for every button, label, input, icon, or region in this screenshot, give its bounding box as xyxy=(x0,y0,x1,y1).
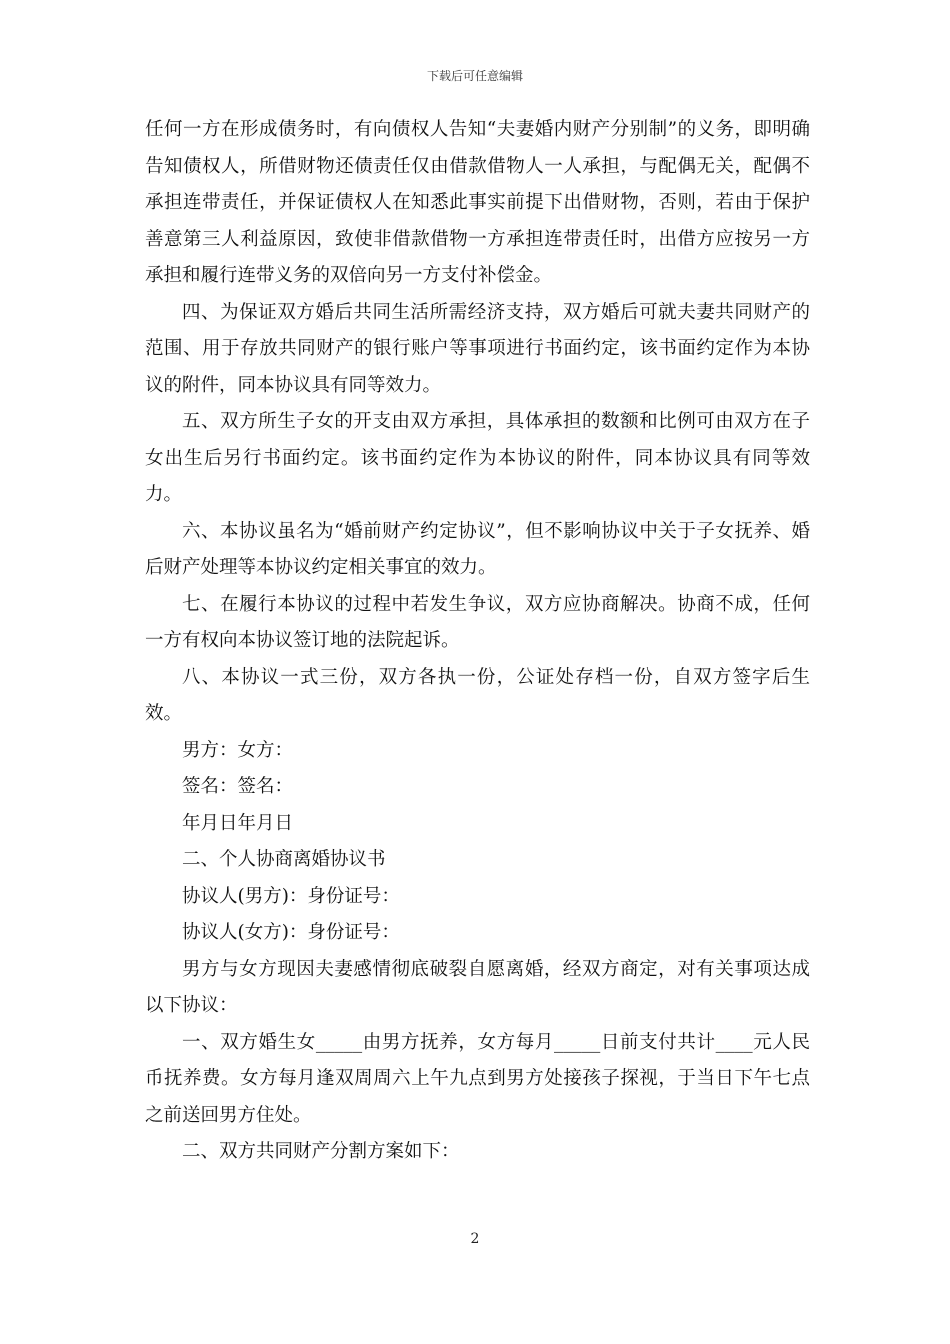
paragraph-clause-7: 七、在履行本协议的过程中若发生争议，双方应协商解决。协商不成，任何一方有权向本协议签订地的法院起诉。 xyxy=(145,593,810,651)
paragraph-clause-6: 六、本协议虽名为“婚前财产约定协议”，但不影响协议中关于子女抚养、婚后财产处理等本协议约定相关事宜的效力。 xyxy=(145,520,810,578)
signature-names-line: 签名：签名： xyxy=(182,776,294,797)
paragraph-clause-4: 四、为保证双方婚后共同生活所需经济支持，双方婚后可就夫妻共同财产的范围、用于存放共同财产的银行账户等事项进行书面约定，该书面约定作为本协议的附件，同本协议具有同等效力。 xyxy=(145,301,810,396)
paragraph-clause-8: 八、本协议一式三份，双方各执一份，公证处存档一份，自双方签字后生效。 xyxy=(145,666,810,724)
paragraph-preamble: 男方与女方现因夫妻感情彻底破裂自愿离婚，经双方商定，对有关事项达成以下协议： xyxy=(145,958,810,1016)
paragraph-clause-5: 五、双方所生子女的开支由双方承担，具体承担的数额和比例可由双方在子女出生后另行书面约定。该书面约定作为本协议的附件，同本协议具有同等效力。 xyxy=(145,411,810,505)
page-header: 下载后可任意编辑 xyxy=(426,69,523,83)
section-title-divorce-agreement: 二、个人协商离婚协议书 xyxy=(182,849,386,870)
signature-parties-line: 男方：女方： xyxy=(182,739,294,761)
signature-dates-line: 年月日年月日 xyxy=(182,812,294,834)
party-female-line: 协议人(女方)：身份证号： xyxy=(182,922,400,943)
document-body xyxy=(145,112,810,1171)
party-male-line: 协议人(男方)：身份证号： xyxy=(182,885,400,907)
paragraph-debt-liability: 任何一方在形成债务时，有向债权人告知“夫妻婚内财产分别制”的义务，即明确告知债权人，所借财物还债责任仅由借款借物人一人承担，与配偶无关，配偶不承担连带责任，并保证债权人在知悉此事实前提下出借财物，否则，若由于保护善意第三人利益原因，致使非借款借物一方承担连带责任时，出借方应按另一方承担和履行连带义务的双倍向另一方支付补偿金。 xyxy=(145,119,810,286)
paragraph-property-division: 二、双方共同财产分割方案如下： xyxy=(182,1141,460,1162)
page-number: 2 xyxy=(470,1231,480,1247)
paragraph-custody-clause: 一、双方婚生女_____由男方抚养，女方每月_____日前支付共计____元人民币抚养费。女方每月逢双周周六上午九点到男方处接孩子探视，于当日下午七点之前送回男方住处。 xyxy=(145,1031,810,1126)
